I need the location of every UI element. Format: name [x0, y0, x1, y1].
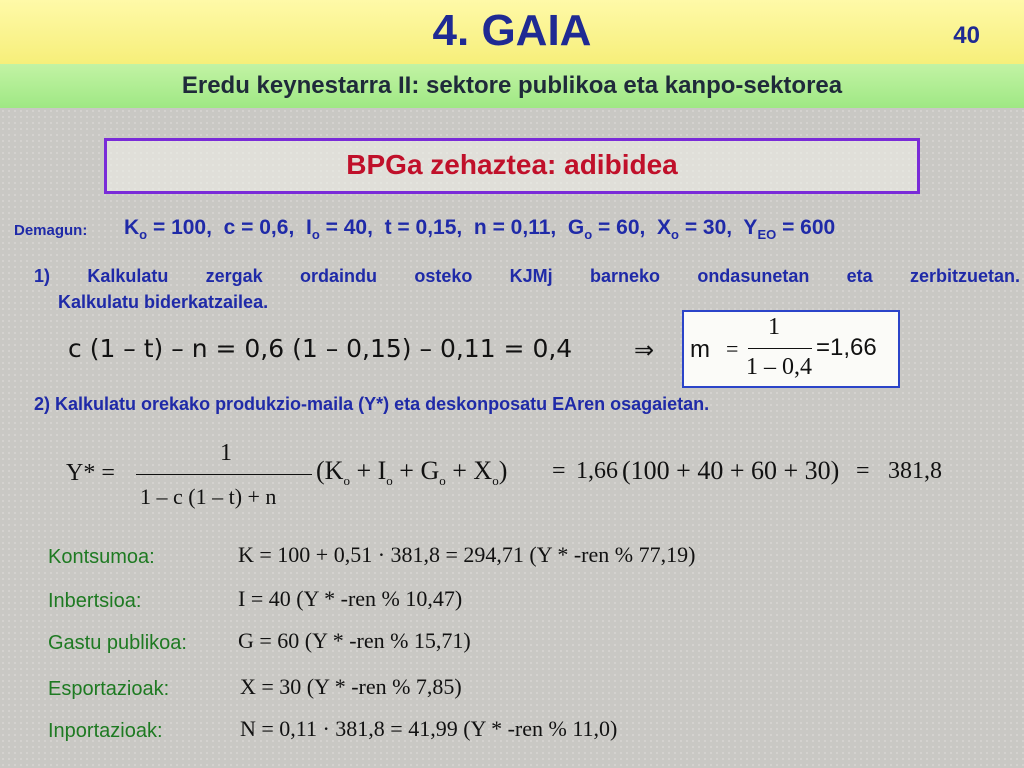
formula-terms: $(K_o + I_o + G_o + X_o)$ — [316, 456, 508, 489]
question-2: 2) Kalkulatu orekako produkzio-maila (Y*) eta deskonposatu EAren osagaietan. — [34, 394, 710, 414]
param-c: c = 0,6, — [223, 216, 295, 239]
multiplier-result: =1,66 — [816, 334, 877, 361]
component-label-imports: Inportazioak: — [48, 720, 163, 742]
subtitle-band — [0, 64, 1024, 108]
given-params — [124, 216, 835, 242]
component-formula-investment: I = 40 (Y * -ren % 10,47) — [238, 586, 463, 611]
component-label-government: Gastu publikoa: — [48, 632, 187, 654]
formula-numerator: 1 — [220, 440, 232, 466]
consumption-calculation: c (1 – t) – n = 0,6 (1 – 0,15) – 0,11 = 0,4 — [68, 334, 573, 363]
implies-arrow: ⇒ — [634, 337, 655, 364]
multiplier-denominator: 1 – 0,4 — [746, 354, 812, 380]
formula-sum: (100 + 40 + 60 + 30) — [622, 456, 840, 485]
param-i: $I_o = 40$, — [305, 216, 373, 243]
question-1-line-1: 1) Kalkulatu zergak ordaindu osteko KJMj barneko ondasunetan eta zerbitzuetan. — [34, 266, 1020, 286]
component-label-consumption: Kontsumoa: — [48, 546, 155, 568]
param-n: n = 0,11, — [473, 216, 557, 239]
multiplier-equals: = — [726, 336, 739, 361]
component-formula-consumption: K = 100 + 0,51 · 381,8 = 294,71 (Y * -ren % 77,19) — [238, 542, 696, 567]
param-k: $K_o = 100$, — [124, 216, 212, 243]
slide-subtitle: Eredu keynestarra II: sektore publikoa eta kanpo-sektorea — [181, 72, 843, 99]
formula-fraction-bar — [136, 474, 312, 475]
given-label: Demagun: — [14, 222, 88, 239]
formula-multiplier: 1,66 — [576, 458, 618, 484]
param-yeo: $Y_{EO} = 600$ — [743, 216, 836, 243]
multiplier-numerator: 1 — [768, 314, 780, 340]
formula-lhs: Y* = — [66, 460, 115, 486]
formula-result: 381,8 — [888, 458, 942, 484]
param-x: $X_o = 30$, — [657, 216, 733, 243]
component-label-exports: Esportazioak: — [48, 678, 170, 700]
component-formula-exports: X = 30 (Y * -ren % 7,85) — [240, 674, 462, 699]
formula-denominator: 1 – c (1 – t) + n — [140, 484, 277, 509]
component-formula-imports: N = 0,11 · 381,8 = 41,99 (Y * -ren % 11,0) — [240, 716, 618, 741]
formula-eq-2: = — [856, 458, 870, 484]
equilibrium-formula — [60, 440, 960, 520]
slide-title: 4. GAIA — [432, 6, 592, 55]
multiplier-fraction-bar — [748, 348, 812, 349]
section-title: BPGa zehaztea: adibidea — [346, 149, 678, 180]
component-formula-government: G = 60 (Y * -ren % 15,71) — [238, 628, 471, 653]
multiplier-symbol: m — [690, 336, 710, 363]
component-label-investment: Inbertsioa: — [48, 590, 142, 612]
page-number: 40 — [953, 22, 980, 49]
section-title-box — [104, 138, 920, 194]
formula-eq-1: = — [552, 458, 566, 484]
param-g: $G_o = 60$, — [567, 216, 646, 243]
param-t: t = 0,15, — [384, 216, 463, 239]
multiplier-box — [682, 310, 900, 388]
title-band — [0, 0, 1024, 64]
question-1-line-2: Kalkulatu biderkatzailea. — [58, 292, 269, 312]
